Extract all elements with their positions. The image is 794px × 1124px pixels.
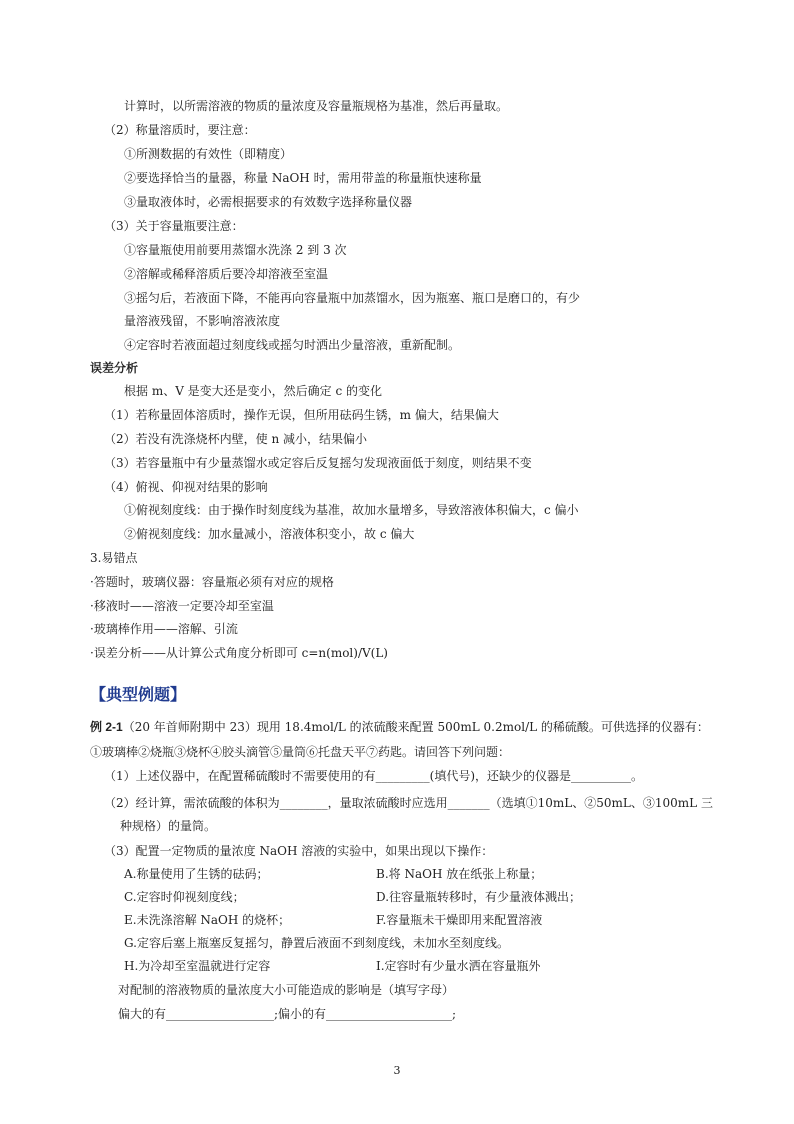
error-analysis-line: 根据 m、V 是变大还是变小，然后确定 c 的变化 <box>124 384 383 398</box>
example-stem-text: （20 年首师附期中 23）现用 18.4mol/L 的浓硫酸来配置 500mL 0.2mol/L 的稀硫酸。可供选择的仪器有： <box>122 720 709 734</box>
option-e: E.未洗涤溶解 NaOH 的烧杯； <box>124 913 291 927</box>
example-stem <box>90 719 709 735</box>
example-label: 例 2-1 <box>90 720 123 734</box>
error-analysis-line: （3）若容量瓶中有少量蒸馏水或定容后反复摇匀发现液面低于刻度，则结果不变 <box>104 456 532 470</box>
flask-item: ④定容时若液面超过刻度线或摇匀时洒出少量溶液，重新配制。 <box>124 338 461 352</box>
weigh-item: ③量取液体时，必需根据要求的有效数字选择称量仪器 <box>124 195 413 209</box>
flask-item: 量溶液残留，不影响溶液浓度 <box>124 314 281 328</box>
error-analysis-title: 误差分析 <box>90 361 139 375</box>
option-c: C.定容时仰视刻度线； <box>124 890 245 904</box>
weigh-item: ①所测数据的有效性（即精度） <box>124 147 293 161</box>
error-analysis-line: ①俯视刻度线：由于操作时刻度线为基准，故加水量增多，导致溶液体积偏大，c 偏小 <box>124 503 579 517</box>
pitfalls-title: 3.易错点 <box>90 551 138 565</box>
option-a: A.称量使用了生锈的砝码； <box>124 867 269 881</box>
question-2-continued: 种规格）的量筒。 <box>120 819 217 833</box>
question-2: （2）经计算，需浓硫酸的体积为________，量取浓硫酸时应选用_______（选填①10mL、②50mL、③100mL 三 <box>104 796 713 810</box>
pitfall-item: ·玻璃棒作用——溶解、引流 <box>90 622 238 636</box>
option-b: B.将 NaOH 放在纸张上称量； <box>376 867 543 881</box>
flask-item: ②溶解或稀释溶质后要冷却溶液至室温 <box>124 267 329 281</box>
instrument-list: ①玻璃棒②烧瓶③烧杯④胶头滴管⑤量筒⑥托盘天平⑦药匙。请回答下列问题： <box>90 745 511 759</box>
error-analysis-line: ②俯视刻度线：加水量减小，溶液体积变小，故 c 偏大 <box>124 527 415 541</box>
weigh-item: ②要选择恰当的量器，称量 NaOH 时，需用带盖的称量瓶快速称量 <box>124 171 482 185</box>
option-i: I.定容时有少量水洒在容量瓶外 <box>376 959 541 973</box>
flask-title: （3）关于容量瓶要注意： <box>104 219 244 233</box>
option-f: F.容量瓶未干燥即用来配置溶液 <box>376 913 543 927</box>
option-h: H.为冷却至室温就进行定容 <box>124 959 271 973</box>
option-g: G.定容后塞上瓶塞反复摇匀，静置后液面不到刻度线，未加水至刻度线。 <box>124 936 509 950</box>
effect-prompt: 对配制的溶液物质的量浓度大小可能造成的影响是（填写字母） <box>118 983 455 997</box>
flask-item: ①容量瓶使用前要用蒸馏水洗涤 2 到 3 次 <box>124 243 347 257</box>
question-1: （1）上述仪器中，在配置稀硫酸时不需要使用的有_________(填代号)，还缺少的仪器是__________。 <box>104 769 644 783</box>
pitfall-item: ·答题时，玻璃仪器：容量瓶必须有对应的规格 <box>90 575 334 589</box>
page-number: 3 <box>393 1064 401 1077</box>
calc-line: 计算时，以所需溶液的物质的量浓度及容量瓶规格为基准，然后再量取。 <box>124 99 509 113</box>
examples-heading: 【典型例题】 <box>90 685 187 704</box>
flask-item: ③摇匀后，若液面下降，不能再向容量瓶中加蒸馏水，因为瓶塞、瓶口是磨口的，有少 <box>124 291 581 305</box>
answer-line: 偏大的有__________________;偏小的有_____________________; <box>118 1007 457 1021</box>
question-3: （3）配置一定物质的量浓度 NaOH 溶液的实验中，如果出现以下操作： <box>104 844 494 858</box>
option-d: D.往容量瓶转移时，有少量液体溅出； <box>376 890 582 904</box>
pitfall-item: ·误差分析——从计算公式角度分析即可 c=n(mol)/V(L) <box>90 646 388 660</box>
error-analysis-line: （2）若没有洗涤烧杯内壁，使 n 减小，结果偏小 <box>104 432 367 446</box>
pitfall-item: ·移液时——溶液一定要冷却至室温 <box>90 599 274 613</box>
weigh-title: （2）称量溶质时，要注意： <box>104 123 256 137</box>
error-analysis-line: （4）俯视、仰视对结果的影响 <box>104 480 268 494</box>
error-analysis-line: （1）若称量固体溶质时，操作无误，但所用砝码生锈，m 偏大，结果偏大 <box>104 408 499 422</box>
